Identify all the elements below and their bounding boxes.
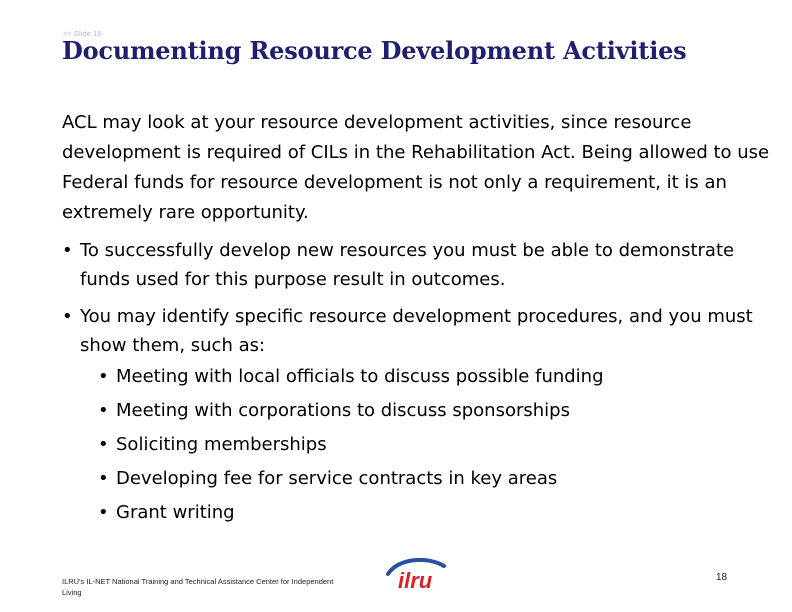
sub-bullet-item: • Developing fee for service contracts in key areas bbox=[98, 462, 774, 496]
sub-bullet-item: • Meeting with local officials to discuss possible funding bbox=[98, 360, 774, 394]
bullet-text: To successfully develop new resources you must be able to demonstrate funds used for this purpose result in outcomes. bbox=[80, 240, 735, 290]
sub-bullet-item: • Grant writing bbox=[98, 496, 774, 530]
bullet-list bbox=[62, 236, 774, 530]
page-number: 18 bbox=[716, 572, 728, 583]
slide-tag: << Slide 18 bbox=[63, 31, 102, 38]
sub-bullet-item: • Soliciting memberships bbox=[98, 428, 774, 462]
intro-paragraph: ACL may look at your resource development activities, since resource development is required of CILs in the Rehabilitation Act. Being allowed to use Federal funds for resource development is not only a requirement, it is an extremely rare opportunity. bbox=[62, 112, 770, 223]
bullet-item bbox=[62, 302, 774, 530]
slide-title: Documenting Resource Development Activities bbox=[62, 36, 687, 65]
ilru-logo-graphic bbox=[384, 556, 448, 592]
ilru-logo bbox=[384, 556, 448, 596]
svg-text:ilru: ilru bbox=[398, 568, 433, 592]
bullet-item bbox=[62, 236, 774, 294]
slide-body bbox=[62, 108, 774, 530]
footer-org-text: ILRU's IL-NET National Training and Technical Assistance Center for Independent Living bbox=[62, 577, 334, 597]
sub-bullet-item: • Meeting with corporations to discuss sponsorships bbox=[98, 394, 774, 428]
bullet-text: You may identify specific resource development procedures, and you must show them, such as: bbox=[80, 306, 753, 356]
sub-bullet-list bbox=[80, 360, 774, 530]
